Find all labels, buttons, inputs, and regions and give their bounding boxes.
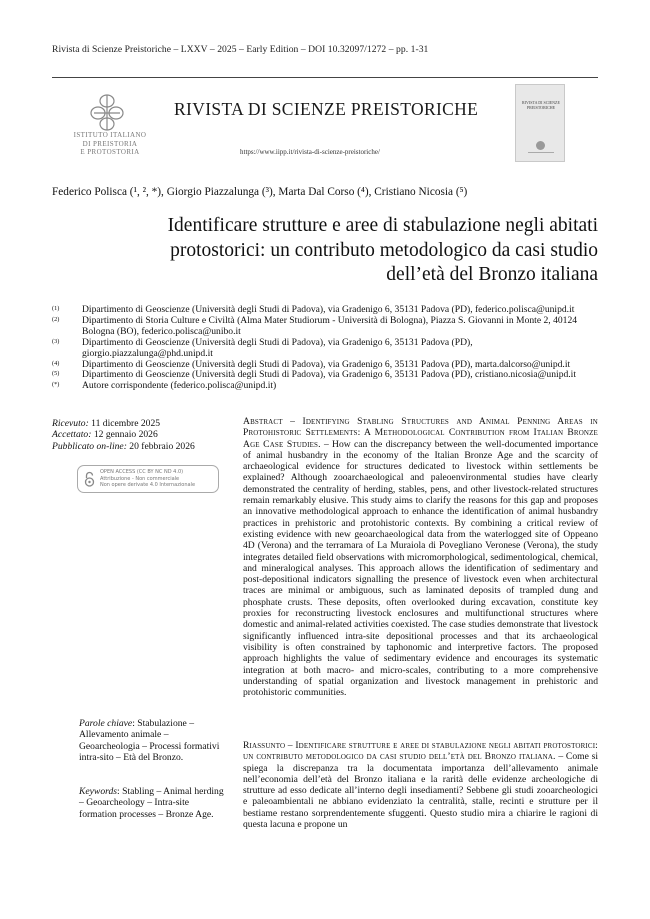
abstract-body: – How can the discrepancy between the well-documented importance of animal husbandry in the economy of the Italian Bronze Age and the scarcity of archaeological evidence for structures dedicated to livestock within settlements be explained? Although zooarchaeological and paleoenvironmental studies have clearly demonstrated the centrality of herding, stables, pens, and other livestock-related structures remain remarkably elusive. This study aims to clarify the reasons for this gap and proposes an innovative methodological approach to enhance the identification of animal husbandry practices in prehistoric and protohistoric contexts. By combining a critical review of existing evidence with new geoarchaeological data from the waterlogged site of Oppeano 4D (Verona) and the terramara of La Muraiola di Povegliano Veronese (Verona), the study integrates detailed field observations with micromorphological, sedimentological, chemical, and mineralogical analyses. This approach allows the identification of sedimentary and post-depositional indicators signalling the presence of livestock even when architectural traces are minimal or ambiguous, such as laminated deposits of trampled dung and phosphate crusts. These deposits, often overlooked during excavation, constitute key proxies for reconstructing livestock enclosures and multifunctional structures where domestic and animal-related activities coexisted. The case studies demonstrate that livestock significantly influenced intra-site depositional processes and that its archaeological visibility is often constrained by taphonomic and interpretive factors. The proposed approach highlights the value of sedimentary evidence and encourages its systematic integration at both macro- and micro-scales, contributing to a more comprehensive understanding of spatial organization and livestock management in prehistoric and protohistoric communities. <box>243 438 598 699</box>
license-line: Non opere derivate 4.0 Internazionale <box>100 482 196 489</box>
affiliation <box>52 316 598 338</box>
affiliation-text: Dipartimento di Geoscienze (Università degli Studi di Padova), via Gradenigo 6, 35131 Padova (PD), marta.dalcorso@unipd.it <box>82 358 571 370</box>
affiliation-text: Dipartimento di Storia Culture e Civiltà (Alma Mater Studiorum - Università di Bologna), Piazza S. Giovanni in Monte 2, 40124 Bologna (BO), federico.polisca@unibo.it <box>82 314 578 337</box>
riassunto <box>243 740 598 830</box>
online-date: Pubblicato on-line: 20 febbraio 2026 <box>52 440 195 452</box>
keywords-text: Stabulazione – Allevamento animale – Geoarcheologia – Processi formativi intra-sito – Età del Bronzo. <box>79 718 220 763</box>
cover-title-line: PREISTORICHE <box>526 104 556 110</box>
abstract <box>243 416 598 698</box>
keywords-label: Parole chiave <box>79 718 133 729</box>
author-list: Federico Polisca (¹, ², *), Giorgio Piazzalunga (³), Marta Dal Corso (⁴), Cristiano Nicosia (⁵) <box>52 186 468 198</box>
header-rule <box>52 77 598 78</box>
institute-emblem-icon <box>86 93 128 133</box>
license-line: OPEN ACCESS (CC BY NC ND 4.0) <box>100 469 184 475</box>
affiliation-mark: (1) <box>52 305 60 312</box>
affiliation-mark: (*) <box>52 381 60 389</box>
keywords-label: Keywords <box>79 786 118 797</box>
journal-url[interactable]: https://www.iipp.it/rivista-di-scienze-preistoriche/ <box>240 148 380 156</box>
cover-title-line: RIVISTA DI SCIENZE <box>522 100 560 105</box>
institute-name-line: E PROTOSTORIA <box>80 148 140 156</box>
cover-title <box>519 101 563 111</box>
keywords-english: Keywords: Stabling – Animal herding – Geoarcheology – Intra-site formation processes – Bronze Age. <box>79 786 224 820</box>
paper-title: Identificare strutture e aree di stabulazione negli abitati protostorici: un contributo metodologico da casi studio dell’età del Bronzo italiana <box>167 215 598 285</box>
institute-name <box>64 131 156 157</box>
riassunto-heading: Riassunto – Identificare strutture e aree di stabulazione negli abitati protostorici: un contributo metodologico da casi studio dell’età del Bronzo italiana. <box>243 740 598 763</box>
license-line: Attribuzione - Non commerciale <box>100 475 180 482</box>
abstract-heading: Abstract – Identifying Stabling Structures and Animal Penning Areas in Protohistoric Settlements: A Methodological Contribution from Italian Bronze Age Case Studies. <box>243 416 598 450</box>
affiliations <box>52 305 598 392</box>
running-header: Rivista di Scienze Preistoriche – LXXV – 2025 – Early Edition – DOI 10.32097/1272 – pp. 1-31 <box>52 44 429 55</box>
journal-title: RIVISTA DI SCIENZE PREISTORICHE <box>174 99 479 119</box>
affiliation <box>52 338 598 360</box>
affiliation-mark: (4) <box>52 359 60 367</box>
institute-name-line: DI PREISTORIA <box>82 139 138 148</box>
affiliation-text: Autore corrispondente (federico.polisca@unipd.it) <box>82 380 277 392</box>
publication-dates <box>52 418 222 452</box>
license-text <box>100 469 220 489</box>
license-badge[interactable] <box>77 465 219 493</box>
keywords-italian: Parole chiave: Stabulazione – Allevamento animale – Geoarcheologia – Processi formativi intra-sito – Età del Bronzo. <box>79 718 220 763</box>
accepted-date: Accettato: 12 gennaio 2026 <box>52 429 158 441</box>
affiliation-text: Dipartimento di Geoscienze (Università degli Studi di Padova), via Gradenigo 6, 35131 Padova (PD), federico.polisca@unipd.it <box>82 304 575 315</box>
journal-cover-thumbnail <box>515 84 565 162</box>
keywords-text: Stabling – Animal herding – Geoarcheology – Intra-site formation processes – Bronze Age. <box>79 786 224 820</box>
institute-name-line: ISTITUTO ITALIANO <box>73 131 147 139</box>
riassunto-body: – Come si spiega la discrepanza tra la documentata importanza dell’allevamento animale nell’economia dell’età del Bronzo italiana e la rarità delle evidenze archeologiche di strutture ad esso dedicate all’interno degli insediamenti? Sebbene gli studi zooarcheologici e paleoambientali ne abbiano evidenziato la centralità, stalle, recinti e strutture per il bestiame restano sorprendentemente sfuggenti. Questo studio mira a chiarire le ragioni di questa lacuna e propone un <box>243 751 598 831</box>
affiliation <box>52 381 598 392</box>
received-date: Ricevuto: 11 dicembre 2025 <box>52 418 161 429</box>
affiliation-mark: (2) <box>52 315 60 323</box>
affiliation-text: Dipartimento di Geoscienze (Università degli Studi di Padova), via Gradenigo 6, 35131 Padova (PD), cristiano.nicosia@unipd.it <box>82 369 577 381</box>
cover-rule <box>528 152 554 153</box>
open-access-lock-icon <box>84 471 95 487</box>
cover-emblem-icon <box>536 141 545 150</box>
affiliation-text: Dipartimento di Geoscienze (Università degli Studi di Padova), via Gradenigo 6, 35131 Padova (PD), giorgio.piazzalunga@phd.unipd.it <box>82 336 473 359</box>
affiliation-mark: (5) <box>52 370 60 378</box>
affiliation-mark: (3) <box>52 337 60 345</box>
